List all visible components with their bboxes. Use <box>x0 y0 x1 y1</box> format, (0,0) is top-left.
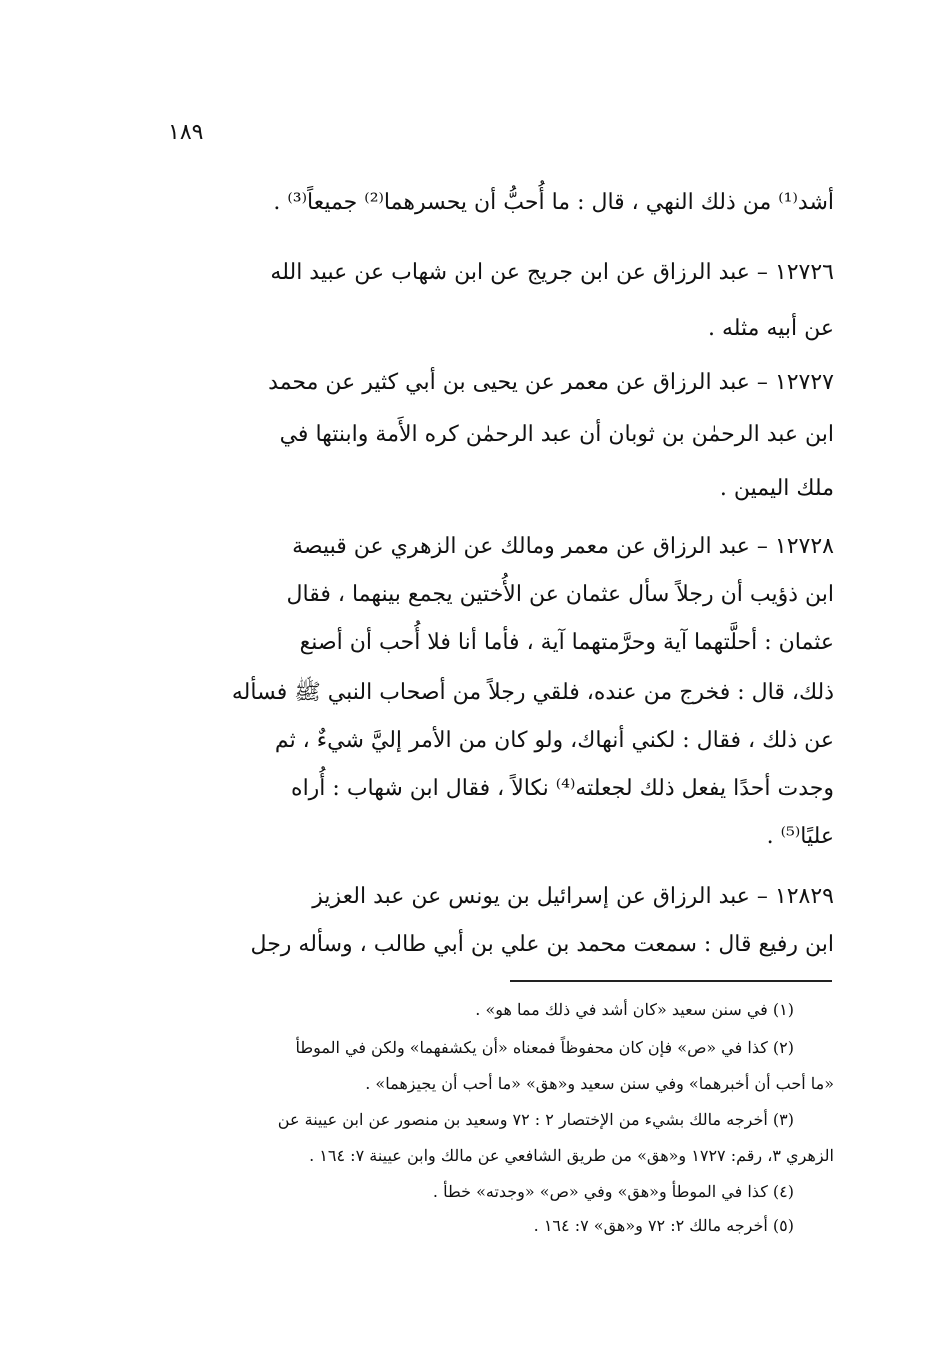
footnote-line: (٤) كذا في الموطأ و«هق» وفي «ص» «وجدته» خطأ . <box>432 1182 794 1201</box>
page-number: ١٨٩ <box>168 120 204 145</box>
footnote-line: (٥) أخرجه مالك ٢: ٧٢ و«هق» ٧: ١٦٤ . <box>533 1216 794 1235</box>
text-line: ١٢٨٢٩ – عبد الرزاق عن إسرائيل بن يونس عن عبد العزيز <box>312 884 834 909</box>
footnote-line: (٢) كذا في «ص» فإن كان محفوظاً فمعناه «أن يكشفهما» ولكن في الموطأ <box>295 1038 794 1057</box>
footnote-line: «ما أحب أن أخبرهما» وفي سنن سعيد و«هق» «ما أحب أن يجيزهما» . <box>365 1074 834 1093</box>
text-line: أشد⁽¹⁾ من ذلك النهي ، قال : ما أُحبُّ أن يحسرهما⁽²⁾ جميعاً⁽³⁾ . <box>273 190 834 215</box>
footnote-line: (١) في سنن سعيد «كان أشد في ذلك مما هو» . <box>475 1000 794 1019</box>
text-line: عن ذلك ، فقال : لكني أنهاك، ولو كان من الأمر إليَّ شيءٌ ، ثم <box>274 728 834 753</box>
main-text <box>162 0 834 1000</box>
text-line: ملك اليمين . <box>719 476 834 501</box>
text-line: ابن عبد الرحمٰن بن ثوبان أن عبد الرحمٰن كره الأَمة وابنتها في <box>279 422 834 447</box>
text-line: وجدت أحدًا يفعل ذلك لجعلته⁽⁴⁾ نكالاً ، فقال ابن شهاب : أُراه <box>291 776 834 801</box>
text-line: ١٢٧٢٦ – عبد الرزاق عن ابن جريج عن ابن شهاب عن عبيد الله <box>270 260 834 285</box>
text-line: ١٢٧٢٨ – عبد الرزاق عن معمر ومالك عن الزهري عن قبيصة <box>292 534 834 559</box>
text-line: ذلك، قال : فخرج من عنده، فلقي رجلاً من أصحاب النبي ﷺ فسأله <box>231 680 834 705</box>
footnote-separator <box>510 980 832 982</box>
text-line: عليًا⁽⁵⁾ . <box>766 824 834 849</box>
text-line: ابن رفيع قال : سمعت محمد بن علي بن أبي طالب ، وسأله رجل <box>250 932 834 957</box>
text-line: ١٢٧٢٧ – عبد الرزاق عن معمر عن يحيى بن أبي كثير عن محمد <box>268 370 834 395</box>
footnote-line: (٣) أخرجه مالك بشيء من الإختصار ٢ : ٧٢ وسعيد بن منصور عن ابن عيينة عن <box>277 1110 794 1129</box>
text-line: عن أبيه مثله . <box>707 316 834 341</box>
text-line: عثمان : أحلَّتهما آية وحرَّمتهما آية ، فأما أنا فلا أُحب أن أصنع <box>299 630 834 655</box>
footnote-line: الزهري ٣، رقم: ١٧٢٧ و«هق» من طريق الشافعي عن مالك وابن عيينة ٧: ١٦٤ . <box>309 1146 834 1165</box>
text-line: ابن ذؤيب أن رجلاً سأل عثمان عن الأُختين يجمع بينهما ، فقال <box>286 582 834 607</box>
